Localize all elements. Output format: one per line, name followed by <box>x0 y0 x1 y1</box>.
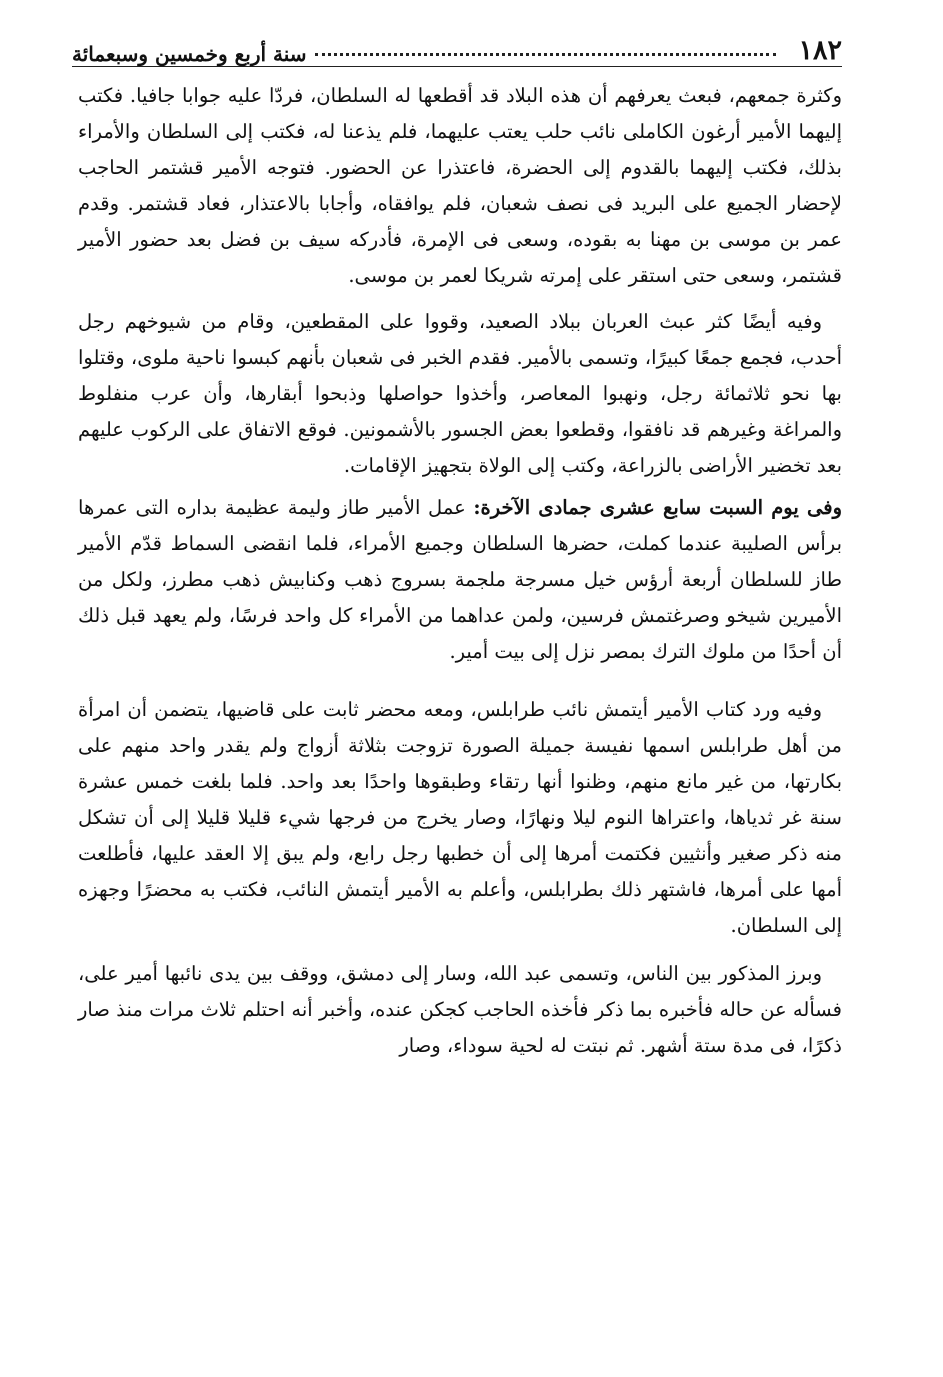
paragraph-2: وفيه أيضًا كثر عبث العربان ببلاد الصعيد، وقووا على المقطعين، وقام من شيوخهم رجل أحدب، فجمع جمعًا كبيرًا، وتسمى بالأمير. فقدم الخبر فى شعبان بأنهم كبسوا ناحية ملوى، وقتلوا بها نحو ثلاثمائة رجل، ونهبوا المعاصر، وأخذوا حواصلها وذبحوا أبقارها، وأن عرب منفلوط والمراغة وغيرهم قد نافقوا، وقطعوا بعض الجسور بالأشمونين. فوقع الاتفاق على الركوب عليهم بعد تخضير الأراضى بالزراعة، وكتب إلى الولاة بتجهيز الإقامات. <box>78 310 842 477</box>
paragraph-4: وفيه ورد كتاب الأمير أيتمش نائب طرابلس، ومعه محضر ثابت على قاضيها، يتضمن أن امرأة من أهل طرابلس اسمها نفيسة جميلة الصورة تزوجت بثلاثة أزواج ولم يقدر واحد منهم على بكارتها، من غير مانع منهم، وظنوا أنها رتقاء وطبقوها واحدًا بعد واحد. فلما بلغت خمس عشرة سنة غر ثدياها، واعتراها النوم ليلا ونهارًا، وصار يخرج من فرجها شيء قليلا قليلا إلى أن تشكل منه ذكر صغير وأنثيين فكتمت أمرها إلى أن خطبها رجل رابع، ولم يبق إلا العقد عليها، فأطلعت أمها على أمرها، فاشتهر ذلك بطرابلس، وأعلم به الأمير أيتمش النائب، فكتب به محضرًا وجهزه إلى السلطان. <box>78 698 842 937</box>
paragraph-3-body: عمل الأمير طاز وليمة عظيمة بداره التى عمرها برأس الصليبة عندما كملت، حضرها السلطان وجميع الأمراء، فلما انقضى السماط قدّم الأمير طاز للسلطان أربعة أرؤس خيل مسرجة ملجمة بسروج ذهب وكنابيش ذهب مطرز، ولكل من الأميرين شيخو وصرغتمش فرسين، ولمن عداهما من الأمراء كل واحد فرسًا، ولم يعهد قبل ذلك أن أحدًا من ملوك الترك بمصر نزل إلى بيت أمير. <box>78 496 842 663</box>
running-header <box>72 28 842 67</box>
page-number: ١٨٢ <box>798 35 842 66</box>
paragraph-3-lead-date: وفى يوم السبت سابع عشرى جمادى الآخرة: <box>473 496 842 519</box>
paragraph-5: وبرز المذكور بين الناس، وتسمى عبد الله، وسار إلى دمشق، ووقف بين يدى نائبها أمير على، فسأله عن حاله فأخبره بما ذكر فأخذه الحاجب كجكن عنده، وأخبر أنه احتلم ثلاث مرات منذ صار ذكرًا، فى مدة ستة أشهر. ثم نبتت له لحية سوداء، وصار <box>78 962 842 1057</box>
dotted-leader <box>315 53 777 56</box>
chapter-title: سنة أربع وخمسين وسبعمائة <box>72 42 307 66</box>
body-text <box>78 78 842 1064</box>
paragraph-3 <box>78 490 842 670</box>
paragraph-1: وكثرة جمعهم، فبعث يعرفهم أن هذه البلاد قد أقطعها له السلطان، فردّا عليه جوابا جافيا. فكتب إليهما الأمير أرغون الكاملى نائب حلب يعتب عليهما، فلم يذعنا له، فكتب إلى السلطان والأمراء بذلك، فكتب إليهما بالقدوم إلى الحضرة، فاعتذرا عن الحضور. فتوجه الأمير قشتمر الحاجب لإحضار الجميع على البريد فى نصف شعبان، فلم يوافقاه، وأجابا بالاعتذار، فعاد قشتمر. وقدم عمر بن موسى بن مهنا به بقوده، وسعى فى الإمرة، فأدركه سيف بن فضل بعد حضور الأمير قشتمر، وسعى حتى استقر على إمرته شريكا لعمر بن موسى. <box>78 84 842 287</box>
